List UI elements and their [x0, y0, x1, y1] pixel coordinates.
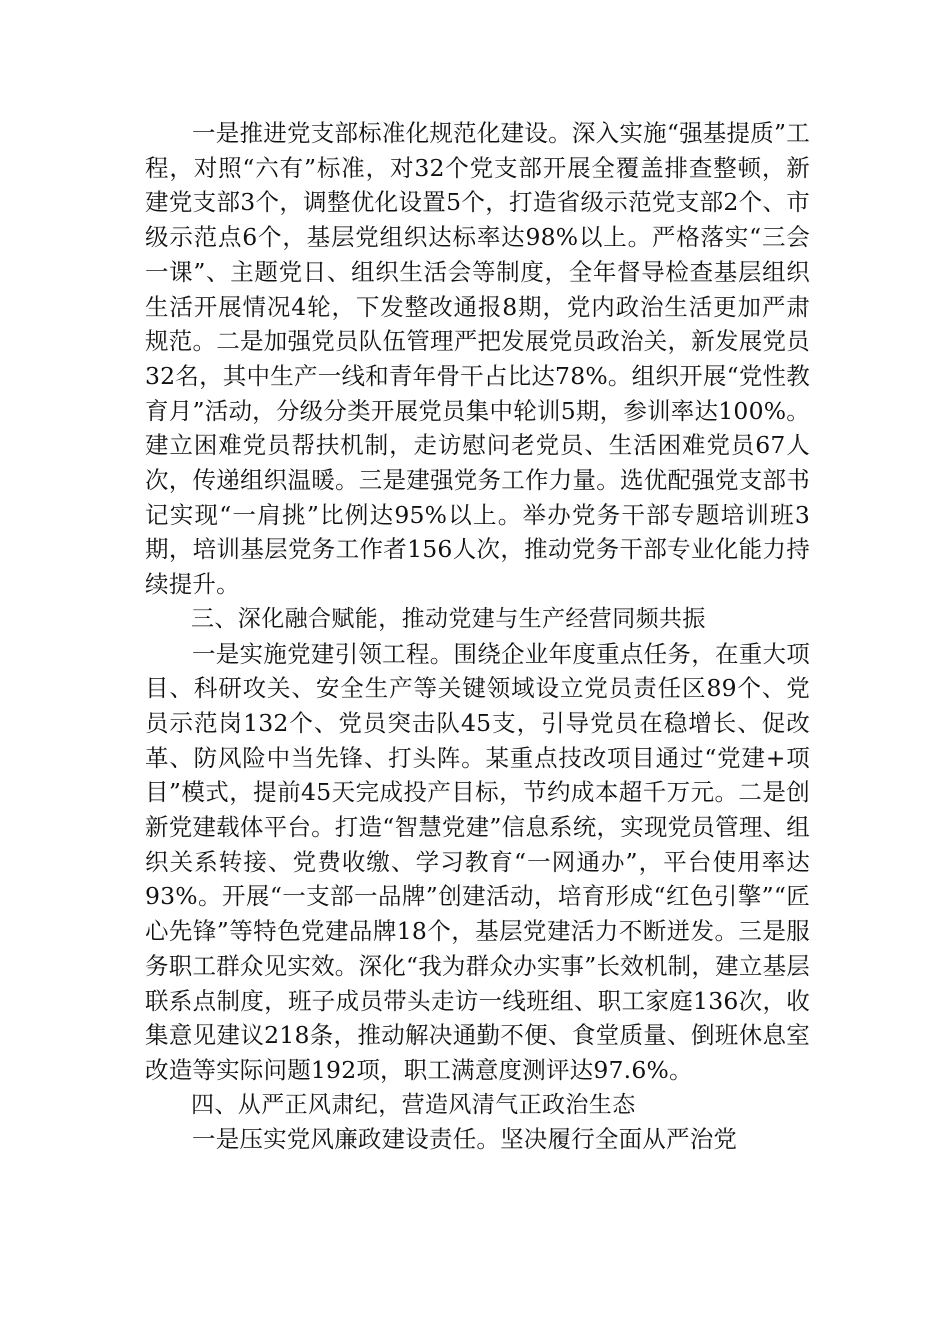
document-page: [145, 116, 810, 1157]
body-paragraph: 一是推进党支部标准化规范化建设。深入实施“强基提质”工程，对照“六有”标准，对32个党支部开展全覆盖排查整顿，新建党支部3个，调整优化设置5个，打造省级示范党支部2个、市级示范点6个，基层党组织达标率达98%以上。严格落实“三会一课”、主题党日、组织生活会等制度，全年督导检查基层组织生活开展情况4轮，下发整改通报8期，党内政治生活更加严肃规范。二是加强党员队伍管理严把发展党员政治关，新发展党员32名，其中生产一线和青年骨干占比达78%。组织开展“党性教育月”活动，分级分类开展党员集中轮训5期，参训率达100%。建立困难党员帮扶机制，走访慰问老党员、生活困难党员67人次，传递组织温暖。三是建强党务工作力量。选优配强党支部书记实现“一肩挑”比例达95%以上。举办党务干部专题培训班3期，培训基层党务工作者156人次，推动党务干部专业化能力持续提升。: [145, 119, 810, 599]
body-paragraph: 一是压实党风廉政建设责任。坚决履行全面从严治党: [192, 1125, 738, 1154]
body-paragraph: 一是实施党建引领工程。围绕企业年度重点任务，在重大项目、科研攻关、安全生产等关键领域设立党员责任区89个、党员示范岗132个、党员突击队45支，引导党员在稳增长、促改革、防风险中当先锋、打头阵。某重点技改项目通过“党建+项目”模式，提前45天完成投产目标，节约成本超千万元。二是创新党建载体平台。打造“智慧党建”信息系统，实现党员管理、组织关系转接、党费收缴、学习教育“一网通办”，平台使用率达93%。开展“一支部一品牌”创建活动，培育形成“红色引擎”“匠心先锋”等特色党建品牌18个，基层党建活力不断迸发。三是服务职工群众见实效。深化“我为群众办实事”长效机制，建立基层联系点制度，班子成员带头走访一线班组、职工家庭136次，收集意见建议218条，推动解决通勤不便、食堂质量、倒班休息室改造等实际问题192项，职工满意度测评达97.6%。: [145, 639, 810, 1084]
section-heading: 四、从严正风肃纪，营造风清气正政治生态: [191, 1091, 636, 1118]
section-heading: 三、深化融合赋能，推动党建与生产经营同频共振: [191, 605, 706, 632]
